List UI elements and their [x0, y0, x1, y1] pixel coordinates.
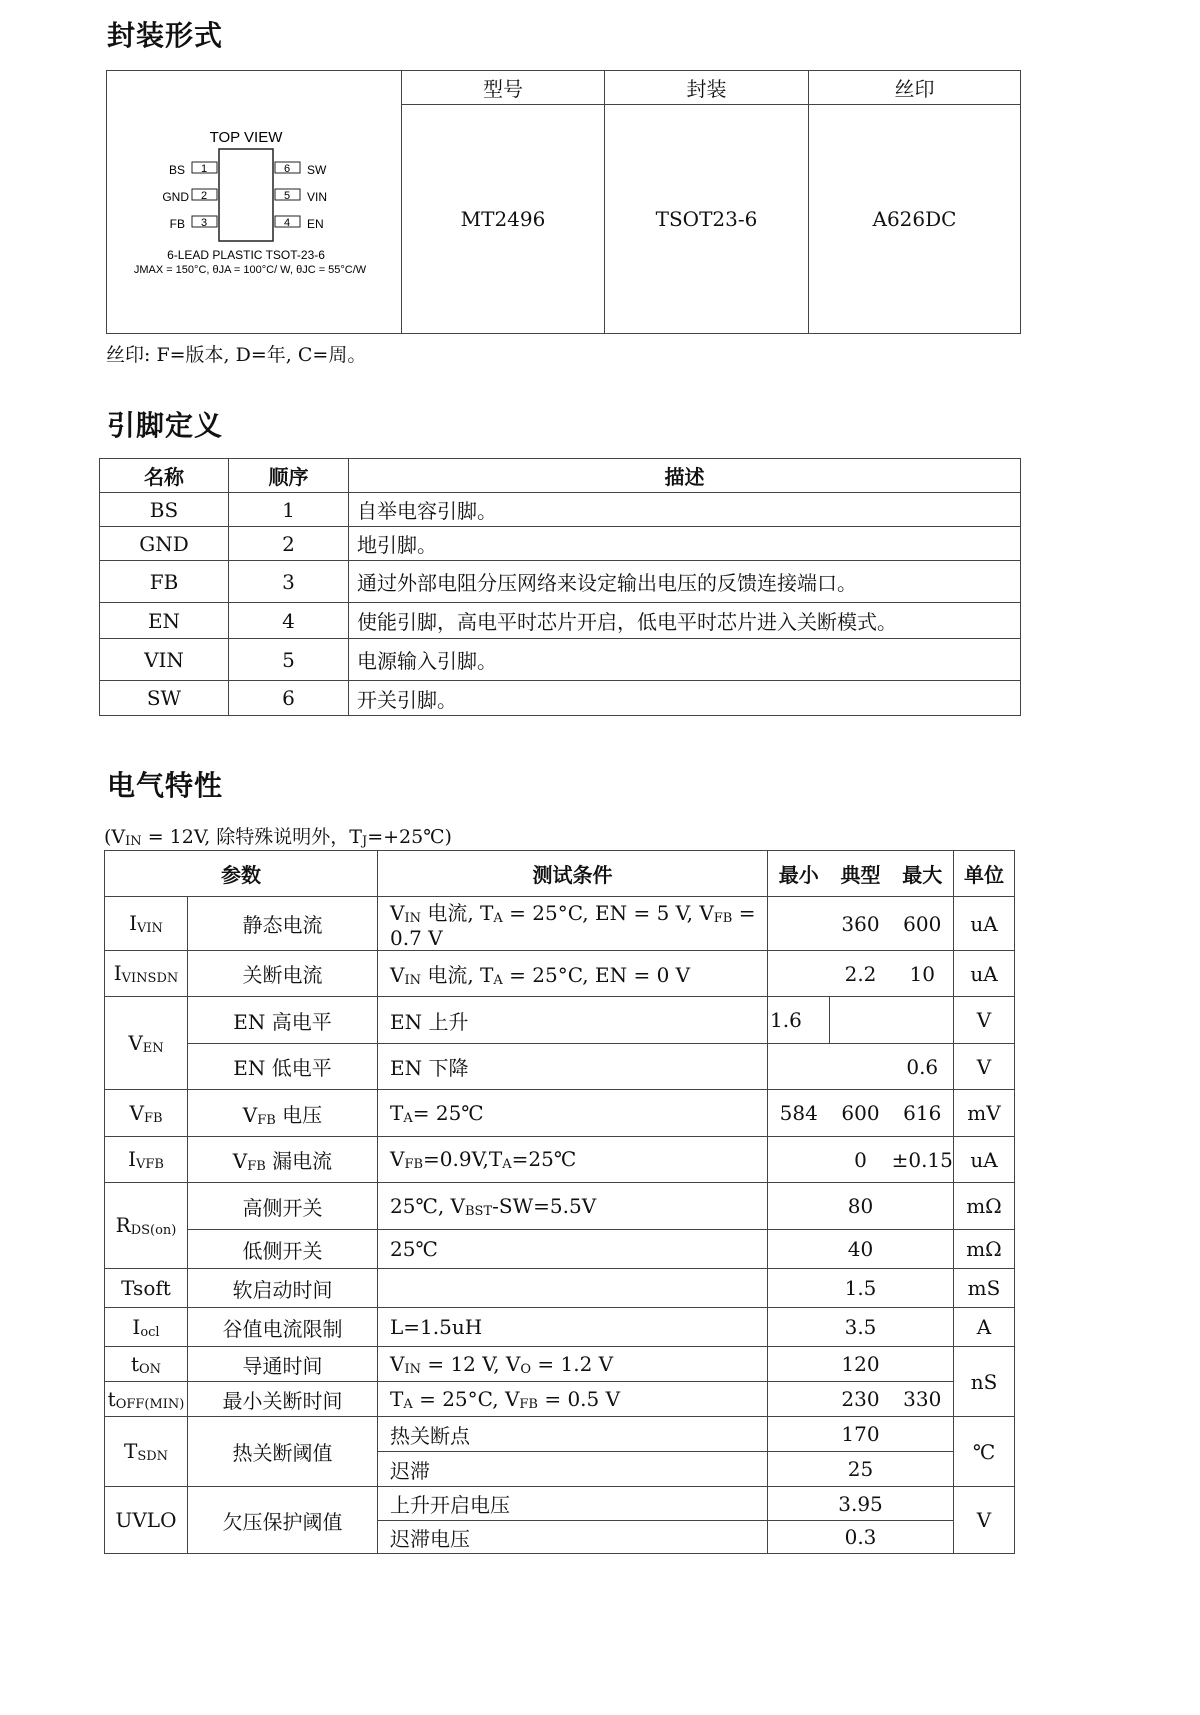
table-cell: [768, 1452, 830, 1487]
table-cell: EN 高电平: [188, 997, 378, 1044]
table-cell: A: [403, 1396, 413, 1412]
table-cell: [892, 1417, 954, 1452]
pin-order: 1: [229, 493, 349, 527]
table-cell: uA: [954, 897, 1015, 951]
table-row: [105, 897, 1015, 951]
table-cell: A: [502, 1157, 512, 1172]
table-cell: = 25°C, EN = 5 V, V: [502, 901, 714, 925]
pin-num: 2: [200, 190, 208, 202]
table-row: [105, 1382, 1015, 1417]
table-row: [105, 1090, 1015, 1137]
table-cell: [378, 1137, 768, 1183]
table-cell: 80: [830, 1183, 892, 1230]
pin-name: EN: [100, 603, 229, 639]
header-max: 最大: [892, 851, 954, 897]
table-cell: UVLO: [105, 1487, 188, 1554]
table-cell: 热关断点: [378, 1417, 768, 1452]
table-cell: mΩ: [954, 1230, 1015, 1269]
table-cell: [378, 951, 768, 997]
table-cell: 0.3: [830, 1521, 892, 1554]
table-cell: 120: [830, 1347, 892, 1382]
table-cell: VINSDN: [121, 971, 179, 986]
table-cell: V: [242, 1102, 258, 1127]
table-cell: V: [232, 1149, 248, 1173]
pin-desc: 使能引脚，高电平时芯片开启，低电平时芯片进入关断模式。: [349, 603, 1021, 639]
table-cell: IN: [404, 1361, 421, 1377]
table-cell: FB: [404, 1157, 424, 1172]
table-cell: [105, 1382, 188, 1417]
table-row: [105, 951, 1015, 997]
package-table: [106, 70, 1021, 334]
table-cell: 25: [830, 1452, 892, 1487]
chip-body: [219, 149, 273, 241]
table-cell: mV: [954, 1090, 1015, 1137]
header-param: 参数: [105, 851, 378, 897]
table-cell: =25℃: [511, 1147, 577, 1171]
table-cell: V: [954, 1044, 1015, 1090]
table-cell: A: [954, 1308, 1015, 1347]
header-unit: 单位: [954, 851, 1015, 897]
table-cell: [768, 1521, 830, 1554]
pin-order: 4: [229, 603, 349, 639]
package-diagram-cell: [107, 71, 402, 334]
table-cell: [768, 1487, 830, 1521]
table-cell: V: [390, 1351, 405, 1376]
table-cell: [105, 1137, 188, 1183]
table-cell: = 25°C, V: [412, 1386, 520, 1411]
table-cell: A: [403, 1110, 413, 1126]
table-cell: =0.9V,T: [423, 1147, 503, 1171]
table-cell: 谷值电流限制: [188, 1308, 378, 1347]
table-cell: uA: [954, 1137, 1015, 1183]
table-cell: [768, 951, 830, 997]
table-cell: [768, 1269, 830, 1308]
table-cell: [892, 1452, 954, 1487]
section-title-electrical: 电气特性: [107, 769, 224, 802]
table-cell: A: [493, 973, 503, 988]
top-view-label: TOP VIEW: [209, 129, 283, 146]
table-cell: [830, 1044, 892, 1090]
table-cell: EN 上升: [378, 997, 768, 1044]
table-row: [100, 603, 1021, 639]
pin-name: FB: [100, 561, 229, 603]
pin-num: 1: [200, 163, 208, 175]
table-cell: 漏电流: [265, 1149, 333, 1173]
table-row: [105, 1044, 1015, 1090]
table-cell: 低侧开关: [188, 1230, 378, 1269]
table-cell: IN: [125, 834, 142, 849]
package-caption: 6-LEAD PLASTIC TSOT-23-6: [167, 248, 325, 262]
table-cell: 2.2: [830, 951, 892, 997]
pin-desc: 通过外部电阻分压网络来设定输出电压的反馈连接端口。: [349, 561, 1021, 603]
table-cell: 1.6: [768, 997, 830, 1044]
table-cell: (V: [104, 826, 126, 848]
model-value: MT2496: [402, 105, 605, 334]
table-cell: EN 下降: [378, 1044, 768, 1090]
table-cell: I: [113, 961, 122, 985]
pin-num: 6: [283, 163, 291, 175]
table-cell: 3.5: [830, 1308, 892, 1347]
table-cell: 上升开启电压: [378, 1487, 768, 1521]
table-row: [105, 1269, 1015, 1308]
table-row: [100, 639, 1021, 681]
table-cell: [188, 1137, 378, 1183]
table-cell: 600: [892, 897, 954, 951]
table-cell: 10: [892, 951, 954, 997]
table-cell: = 0.7 V: [390, 901, 756, 950]
table-cell: T: [390, 1100, 404, 1125]
header-marking: 丝印: [809, 71, 1021, 105]
table-cell: ±0.15: [892, 1137, 954, 1183]
pin-desc: 自举电容引脚。: [349, 493, 1021, 527]
header-package: 封装: [605, 71, 809, 105]
table-cell: [830, 997, 954, 1044]
table-cell: 25℃, V: [390, 1193, 465, 1218]
table-cell: [378, 1183, 768, 1230]
table-row: [100, 561, 1021, 603]
table-cell: 25℃: [378, 1230, 768, 1269]
table-cell: 1.5: [830, 1269, 892, 1308]
table-cell: mΩ: [954, 1183, 1015, 1230]
table-cell: [768, 1308, 830, 1347]
table-cell: 330: [892, 1382, 954, 1417]
table-cell: =+25℃): [367, 826, 452, 848]
table-cell: 欠压保护阈值: [188, 1487, 378, 1554]
table-row: [105, 1487, 1015, 1521]
table-row: [100, 493, 1021, 527]
table-cell: [892, 1347, 954, 1382]
pin-name: FB: [169, 217, 185, 231]
table-cell: FB: [519, 1396, 538, 1412]
pin-header-name: 名称: [100, 459, 229, 493]
table-cell: = 12V, 除特殊说明外，T: [141, 826, 362, 848]
table-cell: [768, 897, 830, 951]
table-cell: [105, 897, 188, 951]
pin-name: GND: [100, 527, 229, 561]
table-cell: mS: [954, 1269, 1015, 1308]
table-cell: [188, 1090, 378, 1137]
table-cell: t: [107, 1386, 116, 1411]
table-cell: [378, 897, 768, 951]
test-condition-note: [104, 822, 452, 849]
table-cell: [378, 1269, 768, 1308]
table-cell: [105, 1090, 188, 1137]
table-cell: nS: [954, 1347, 1015, 1417]
table-cell: IN: [404, 973, 421, 988]
table-row: [105, 997, 1015, 1044]
table-cell: T: [123, 1439, 138, 1463]
table-cell: [892, 1269, 954, 1308]
table-cell: EN 低电平: [188, 1044, 378, 1090]
table-cell: FB: [713, 911, 733, 926]
table-cell: = 0.5 V: [537, 1386, 621, 1411]
table-row: [105, 1347, 1015, 1382]
table-cell: [768, 1417, 830, 1452]
table-cell: V: [954, 997, 1015, 1044]
table-cell: 电流, T: [420, 963, 494, 987]
table-cell: OFF(MIN): [115, 1396, 185, 1412]
pin-desc: 开关引脚。: [349, 681, 1021, 716]
table-cell: [892, 1183, 954, 1230]
table-cell: ON: [139, 1361, 162, 1377]
table-cell: V: [390, 963, 405, 987]
section-title-pins: 引脚定义: [107, 409, 224, 442]
table-cell: = 1.2 V: [531, 1351, 614, 1376]
table-cell: L=1.5uH: [378, 1308, 768, 1347]
header-model: 型号: [402, 71, 605, 105]
table-cell: Tsoft: [105, 1269, 188, 1308]
table-cell: BST: [464, 1203, 493, 1219]
pin-desc: 地引脚。: [349, 527, 1021, 561]
pin-header-desc: 描述: [349, 459, 1021, 493]
table-cell: FB: [143, 1110, 163, 1126]
table-cell: V: [390, 901, 405, 925]
table-cell: EN: [142, 1040, 164, 1056]
pin-name: EN: [307, 217, 324, 231]
table-cell: 高侧开关: [188, 1183, 378, 1230]
table-cell: VIN: [137, 921, 163, 936]
table-row: [105, 1417, 1015, 1452]
thermal-caption: JMAX = 150°C, θJA = 100°C/ W, θJC = 55°C/W: [133, 264, 367, 276]
header-typ: 典型: [830, 851, 892, 897]
table-cell: VFB: [135, 1157, 164, 1172]
table-cell: 230: [830, 1382, 892, 1417]
table-cell: I: [128, 1147, 136, 1171]
table-cell: [768, 1183, 830, 1230]
table-cell: 600: [830, 1090, 892, 1137]
pin-name: BS: [168, 163, 185, 177]
table-cell: A: [493, 911, 503, 926]
table-cell: V: [390, 1147, 405, 1171]
electrical-table: [104, 850, 1015, 1554]
table-cell: [892, 1308, 954, 1347]
table-cell: 0: [830, 1137, 892, 1183]
table-cell: [892, 1230, 954, 1269]
table-cell: J: [361, 834, 368, 849]
table-cell: 0.6: [892, 1044, 954, 1090]
table-cell: uA: [954, 951, 1015, 997]
table-cell: ℃: [954, 1417, 1015, 1487]
pin-order: 5: [229, 639, 349, 681]
table-cell: = 25℃: [412, 1100, 484, 1125]
table-cell: 电流, T: [420, 901, 494, 925]
table-cell: 导通时间: [188, 1347, 378, 1382]
table-cell: [105, 1183, 188, 1269]
table-cell: 3.95: [830, 1487, 892, 1521]
section-title-package: 封装形式: [107, 19, 224, 52]
marking-value: A626DC: [809, 105, 1021, 334]
header-cond: 测试条件: [378, 851, 768, 897]
table-cell: [378, 1347, 768, 1382]
pin-header-order: 顺序: [229, 459, 349, 493]
pin-name: BS: [100, 493, 229, 527]
marking-note: 丝印: F=版本, D=年, C=周。: [106, 344, 367, 366]
table-cell: 迟滞: [378, 1452, 768, 1487]
table-cell: 40: [830, 1230, 892, 1269]
table-cell: [105, 951, 188, 997]
table-cell: SDN: [137, 1449, 169, 1464]
pin-name: SW: [307, 163, 327, 177]
table-row: [105, 1137, 1015, 1183]
pin-name: VIN: [307, 190, 328, 204]
table-cell: 最小关断时间: [188, 1382, 378, 1417]
pin-name: GND: [162, 190, 189, 204]
pin-num: 5: [283, 190, 291, 202]
table-cell: 170: [830, 1417, 892, 1452]
table-cell: [378, 1382, 768, 1417]
table-cell: [105, 1308, 188, 1347]
table-row: [100, 681, 1021, 716]
table-cell: 迟滞电压: [378, 1521, 768, 1554]
pin-name: VIN: [100, 639, 229, 681]
table-cell: 关断电流: [188, 951, 378, 997]
pin-desc: 电源输入引脚。: [349, 639, 1021, 681]
table-cell: FB: [247, 1159, 266, 1174]
table-cell: 静态电流: [188, 897, 378, 951]
package-value: TSOT23-6: [605, 105, 809, 334]
table-cell: [105, 1417, 188, 1487]
table-cell: [768, 1137, 830, 1183]
table-cell: [768, 1230, 830, 1269]
table-cell: [378, 1090, 768, 1137]
table-cell: t: [130, 1351, 139, 1376]
table-cell: [892, 1487, 954, 1521]
table-cell: 360: [830, 897, 892, 951]
table-row: [105, 1230, 1015, 1269]
table-cell: 616: [892, 1090, 954, 1137]
table-cell: I: [129, 911, 137, 935]
table-cell: = 12 V, V: [420, 1351, 521, 1376]
table-cell: [105, 1347, 188, 1382]
table-cell: I: [132, 1314, 141, 1339]
table-cell: [105, 997, 188, 1090]
table-cell: = 25°C, EN = 0 V: [502, 963, 691, 987]
pin-order: 6: [229, 681, 349, 716]
table-cell: FB: [257, 1112, 276, 1128]
pin-order: 2: [229, 527, 349, 561]
table-cell: 584: [768, 1090, 830, 1137]
header-min: 最小: [768, 851, 830, 897]
table-cell: V: [128, 1030, 143, 1055]
table-cell: DS(on): [130, 1223, 177, 1238]
table-cell: V: [954, 1487, 1015, 1554]
table-cell: [768, 1044, 830, 1090]
pin-name: SW: [100, 681, 229, 716]
pin-num: 3: [200, 217, 208, 229]
pin-order: 3: [229, 561, 349, 603]
table-cell: R: [115, 1213, 131, 1237]
table-cell: IN: [404, 911, 421, 926]
package-diagram: [107, 71, 401, 333]
table-cell: T: [390, 1386, 404, 1411]
table-row: [100, 527, 1021, 561]
table-cell: 软启动时间: [188, 1269, 378, 1308]
pin-table: [99, 458, 1021, 716]
table-cell: 热关断阈值: [188, 1417, 378, 1487]
pin-num: 4: [283, 217, 291, 229]
table-row: [105, 1183, 1015, 1230]
table-cell: [892, 1521, 954, 1554]
table-cell: ocl: [140, 1324, 160, 1340]
table-cell: [768, 1347, 830, 1382]
table-cell: 电压: [275, 1102, 323, 1127]
table-row: [105, 1308, 1015, 1347]
table-cell: O: [520, 1361, 532, 1377]
table-cell: [768, 1382, 830, 1417]
table-cell: V: [129, 1100, 144, 1125]
table-cell: -SW=5.5V: [492, 1193, 597, 1218]
